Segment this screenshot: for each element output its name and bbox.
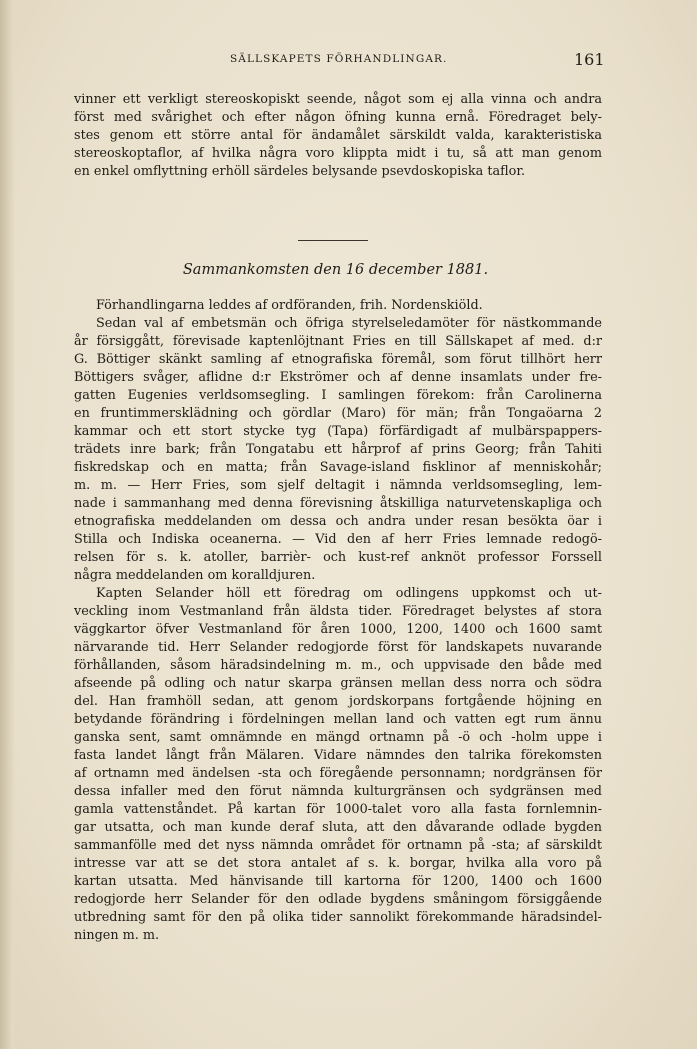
text-line: Förhandlingarna leddes af ordföranden, frih. Nordenskiöld. [96, 298, 483, 313]
text-line: förhållanden, såsom häradsindelning m. m., och uppvisade den både med [74, 658, 602, 673]
text-line: väggkartor öfver Vestmanland för åren 1000, 1200, 1400 och 1600 samt [74, 622, 602, 637]
running-header [0, 50, 697, 74]
binding-gutter [0, 0, 14, 1049]
section-title [0, 262, 697, 278]
section-title-text: Sammankomsten den 16 december 1881. [182, 262, 489, 278]
text-line: trädets inre bark; från Tongatabu ett hårprof af prins Georg; från Tahiti [74, 442, 602, 457]
text-line: en fruntimmersklädning och gördlar (Maro) för män; från Tongaöarna 2 [74, 406, 602, 421]
text-line: år försiggått, förevisade kaptenlöjtnant Fries en till Sällskapet af med. d:r [74, 334, 602, 349]
text-line: etnografiska meddelanden om dessa och andra under resan besökta öar i [74, 514, 602, 529]
running-title: SÄLLSKAPETS FÖRHANDLINGAR. [230, 53, 448, 65]
text-line: gatten Eugenies verldsomsegling. I samlingen förekom: från Carolinerna [74, 388, 602, 403]
text-line: stereoskoptaflor, af hvilka några voro klippta midt i tu, så att man genom [74, 146, 602, 161]
text-line: del. Han framhöll sedan, att genom jordskorpans fortgående höjning en [74, 694, 602, 709]
body-text [74, 297, 602, 945]
text-line: kartan utsatta. Med hänvisande till kartorna för 1200, 1400 och 1600 [74, 874, 602, 889]
text-line: betydande förändring i fördelningen mellan land och vatten egt rum ännu [74, 712, 602, 727]
intro-paragraph [74, 91, 602, 181]
text-line: vinner ett verkligt stereoskopiskt seende, något som ej alla vinna och andra [74, 92, 602, 107]
text-line: relsen för s. k. atoller, barrièr- och kust-ref anknöt professor Forssell [74, 550, 602, 565]
text-line: utbredning samt för den på olika tider sannolikt förekommande häradsindel- [74, 910, 602, 925]
text-line: fasta landet långt från Mälaren. Vidare nämndes den talrika förekomsten [74, 748, 602, 763]
text-line: veckling inom Vestmanland från äldsta tider. Föredraget belystes af stora [74, 604, 602, 619]
text-line: m. m. — Herr Fries, som sjelf deltagit i nämnda verldsomsegling, lem- [74, 478, 602, 493]
text-line: af ortnamn med ändelsen -sta och föregående personnamn; nordgränsen för [74, 766, 602, 781]
page-number: 161 [574, 50, 605, 69]
text-line: gamla vattenståndet. På kartan för 1000-talet voro alla fasta fornlemnin- [74, 802, 602, 817]
text-line: gar utsatta, och man kunde deraf sluta, att den dåvarande odlade bygden [74, 820, 602, 835]
text-line: först med svårighet och efter någon öfning kunna ernå. Föredraget bely- [74, 110, 602, 125]
text-line: Stilla och Indiska oceanerna. — Vid den af herr Fries lemnade redogö- [74, 532, 602, 547]
text-line: Böttigers svåger, aflidne d:r Ekströmer och af denne insamlats under fre- [74, 370, 602, 385]
text-line: fiskredskap och en matta; från Savage-island fisklinor af menniskohår; [74, 460, 602, 475]
text-line: ningen m. m. [74, 928, 160, 943]
text-line: närvarande tid. Herr Selander redogjorde först för landskapets nuvarande [74, 640, 602, 655]
text-line: sammanfölle med det nyss nämnda området för ortnamn på -sta; af särskildt [74, 838, 602, 853]
text-line: nade i sammanhang med denna förevisning åtskilliga naturvetenskapliga och [74, 496, 602, 511]
text-line: stes genom ett större antal för ändamålet särskildt valda, karakteristiska [74, 128, 602, 143]
text-line: dessa infaller med den förut nämnda kulturgränsen och sydgränsen med [74, 784, 602, 799]
text-line: ganska sent, samt omnämnde en mängd ortnamn på -ö och -holm uppe i [74, 730, 602, 745]
text-line: Kapten Selander höll ett föredrag om odlingens uppkomst och ut- [96, 586, 602, 601]
text-line: kammar och ett stort stycke tyg (Tapa) förfärdigadt af mulbärspappers- [74, 424, 602, 439]
section-divider [298, 240, 368, 241]
text-line: Sedan val af embetsmän och öfriga styrelseledamöter för nästkommande [96, 316, 602, 331]
text-line: en enkel omflyttning erhöll särdeles belysande psevdoskopiska taflor. [74, 164, 526, 179]
text-line: G. Böttiger skänkt samling af etnografiska föremål, som förut tillhört herr [74, 352, 602, 367]
text-line: redogjorde herr Selander för den odlade bygdens småningom försiggående [74, 892, 602, 907]
text-line: afseende på odling och natur skarpa gränsen mellan dess norra och södra [74, 676, 602, 691]
text-line: intresse var att se det stora antalet af s. k. borgar, hvilka alla voro på [74, 856, 602, 871]
text-line: några meddelanden om koralldjuren. [74, 568, 316, 583]
